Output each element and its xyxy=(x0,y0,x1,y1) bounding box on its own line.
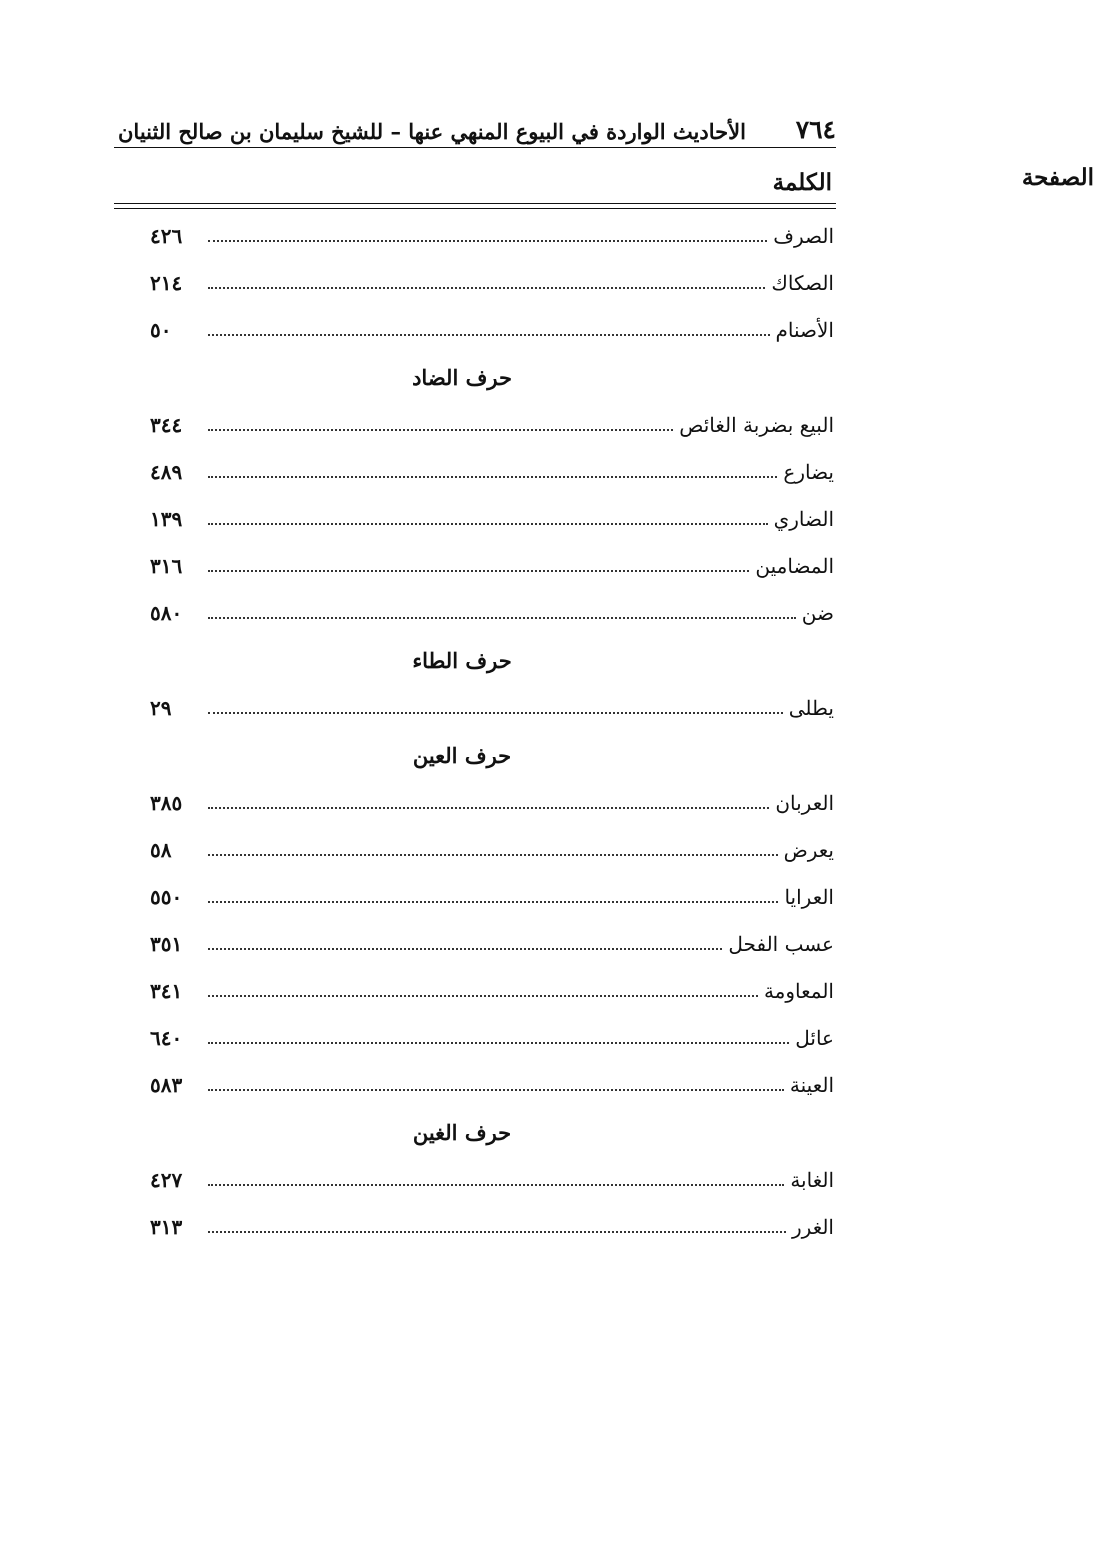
dot-leader xyxy=(208,287,765,289)
page-column-heading: الصفحة xyxy=(1021,164,1094,191)
dot-leader xyxy=(208,429,673,431)
index-entry xyxy=(150,542,834,589)
dot-leader xyxy=(208,712,783,714)
letter-section-heading: حرف الضاد xyxy=(412,364,512,390)
entry-page-number: ٣٤٤ xyxy=(150,412,183,437)
index-entry xyxy=(150,259,834,306)
index-entry xyxy=(150,967,834,1014)
word-column-heading: الكلمة xyxy=(772,168,832,196)
index-entry xyxy=(150,495,834,542)
column-headings xyxy=(118,164,1094,200)
entry-word: الأصنام xyxy=(775,317,834,342)
index-entry xyxy=(150,401,834,448)
entry-word: العربان xyxy=(775,790,834,815)
entry-word: المضامين xyxy=(755,553,834,578)
entry-word: عسب الفحل xyxy=(728,931,834,956)
dot-leader xyxy=(208,476,777,478)
dot-leader xyxy=(208,1042,789,1044)
entry-page-number: ٥٨٠ xyxy=(150,600,183,625)
entry-page-number: ٥٨٣ xyxy=(150,1072,183,1097)
entry-word: الضاري xyxy=(773,506,834,531)
entry-word: المعاومة xyxy=(763,978,834,1003)
index-entry xyxy=(150,920,834,967)
index-entry xyxy=(150,779,834,826)
entry-page-number: ٥٨ xyxy=(150,837,172,862)
page-number: ٧٦٤ xyxy=(795,115,836,144)
index-list xyxy=(150,212,834,1250)
index-entry xyxy=(150,1014,834,1061)
entry-word: الصرف xyxy=(773,223,834,248)
entry-page-number: ١٣٩ xyxy=(150,506,183,531)
dot-leader xyxy=(208,854,778,856)
entry-word: الغابة xyxy=(790,1167,834,1192)
entry-word: الصكاك xyxy=(771,270,834,295)
letter-section-heading: حرف الغين xyxy=(412,1119,512,1145)
index-entry xyxy=(150,448,834,495)
entry-word: العينة xyxy=(789,1072,834,1097)
entry-page-number: ٣٤١ xyxy=(150,978,183,1003)
index-entry xyxy=(150,1203,834,1250)
dot-leader xyxy=(208,995,758,997)
dot-leader xyxy=(208,1184,784,1186)
entry-word: يعرض xyxy=(783,837,834,862)
entry-page-number: ٥٥٠ xyxy=(150,884,183,909)
entry-word: العرايا xyxy=(784,884,834,909)
entry-page-number: ٢٩ xyxy=(150,695,172,720)
running-header xyxy=(118,104,836,144)
index-entry xyxy=(150,306,834,353)
book-title: الأحاديث الواردة في البيوع المنهي عنها – للشيخ سليمان بن صالح الثنيان xyxy=(118,119,746,144)
entry-page-number: ٦٤٠ xyxy=(150,1025,183,1050)
entry-page-number: ٤٢٦ xyxy=(150,223,183,248)
header-rule xyxy=(114,147,836,148)
entry-page-number: ٢١٤ xyxy=(150,270,183,295)
entry-page-number: ٤٢٧ xyxy=(150,1167,183,1192)
index-entry xyxy=(150,212,834,259)
dot-leader xyxy=(208,240,767,242)
dot-leader xyxy=(208,1231,786,1233)
index-entry xyxy=(150,826,834,873)
dot-leader xyxy=(208,570,749,572)
entry-word: البيع بضربة الغائص xyxy=(679,412,834,437)
index-entry xyxy=(150,873,834,920)
entry-page-number: ٥٠ xyxy=(150,317,172,342)
dot-leader xyxy=(208,617,796,619)
index-entry xyxy=(150,1156,834,1203)
index-entry xyxy=(150,1061,834,1108)
dot-leader xyxy=(208,334,770,336)
dot-leader xyxy=(208,807,769,809)
entry-word: عائل xyxy=(795,1025,834,1050)
index-entry xyxy=(150,684,834,731)
entry-word: يضارع xyxy=(783,459,834,484)
letter-section-heading: حرف العين xyxy=(412,742,512,768)
index-entry xyxy=(150,589,834,636)
dot-leader xyxy=(208,948,722,950)
entry-page-number: ٣٨٥ xyxy=(150,790,183,815)
entry-word: الغرر xyxy=(792,1214,834,1239)
entry-page-number: ٣١٣ xyxy=(150,1214,183,1239)
dot-leader xyxy=(208,901,778,903)
entry-page-number: ٤٨٩ xyxy=(150,459,183,484)
column-heading-rule xyxy=(114,203,836,209)
entry-word: ضن xyxy=(801,600,834,625)
dot-leader xyxy=(208,1089,784,1091)
entry-page-number: ٣١٦ xyxy=(150,553,183,578)
dot-leader xyxy=(208,523,768,525)
entry-word: يطلى xyxy=(788,695,834,720)
letter-section-heading: حرف الطاء xyxy=(412,647,512,673)
entry-page-number: ٣٥١ xyxy=(150,931,183,956)
